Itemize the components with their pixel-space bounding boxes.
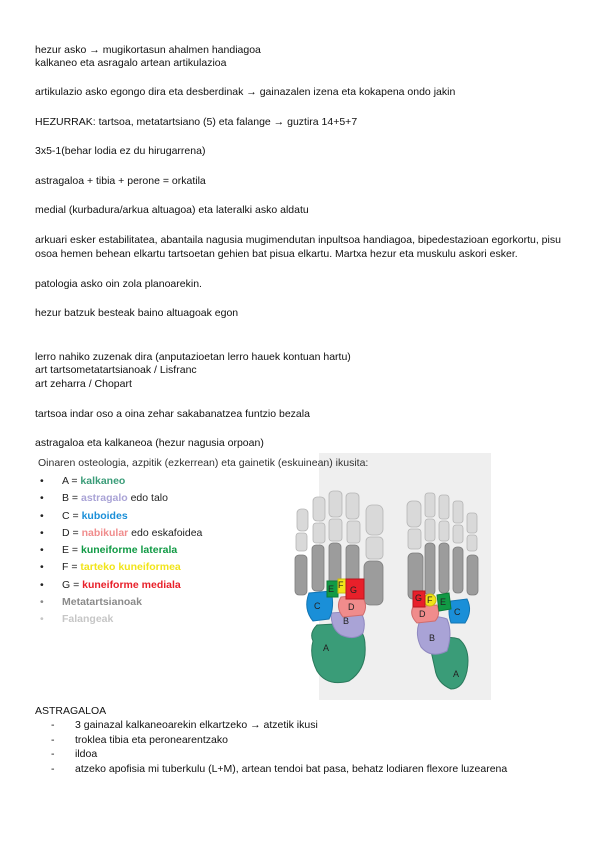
legend-item — [40, 490, 202, 507]
bullet-icon: • — [40, 509, 44, 522]
legend-item — [40, 542, 202, 559]
list-item: - atzeko apofisia mi tuberkulu (L+M), artean tendoi bat pasa, behatz lodiaren flexore luzearena — [35, 762, 507, 777]
legend-item — [40, 594, 202, 611]
legend-item — [40, 508, 202, 525]
legend-prefix: C = — [62, 509, 82, 522]
legend-bone-name: astragalo — [80, 492, 128, 505]
list-item: - ildoa — [35, 747, 507, 762]
bone-legend — [40, 473, 202, 629]
right-label-a: A — [453, 669, 460, 679]
figure-title: Oinaren osteologia, azpitik (ezkerrean) eta gainetik (eskuinean) ikusita: — [38, 457, 369, 469]
bullet-icon: • — [40, 613, 44, 626]
bullet-icon: • — [40, 492, 44, 505]
list-item: - troklea tibia eta peronearentzako — [35, 733, 507, 748]
note-line-9: patologia asko oin zola planoarekin. — [35, 278, 202, 290]
legend-item — [40, 473, 202, 490]
note-line-6: astragaloa + tibia + perone = orkatila — [35, 175, 206, 187]
bullet-icon: • — [40, 526, 44, 539]
right-label-f: F — [427, 595, 433, 605]
legend-prefix: F = — [62, 561, 81, 574]
legend-bone-name: Metatartsianoak — [62, 596, 142, 609]
right-label-b: B — [429, 633, 436, 643]
note-line-3: artikulazio asko egongo dira eta desberdinak → gainazalen izena eta kokapena ondo jakin — [35, 86, 456, 98]
legend-item — [40, 525, 202, 542]
section-list — [35, 718, 507, 776]
phalanges-top — [407, 493, 477, 551]
bullet-icon: • — [40, 578, 44, 591]
legend-bone-name: kalkaneo — [80, 475, 126, 487]
note-line-15: astragaloa eta kalkaneoa (hezur nagusia orpoan) — [35, 437, 264, 449]
legend-prefix: E = — [62, 544, 81, 557]
legend-bone-name: nabikular — [81, 526, 129, 539]
left-label-a: A — [323, 643, 330, 653]
note-line-5: 3x5-1(behar lodia ez du hirugarrena) — [35, 145, 206, 157]
foot-bottom-view — [283, 483, 403, 693]
left-label-b: B — [343, 616, 350, 626]
legend-prefix: B = — [62, 492, 81, 505]
note-line-2: kalkaneo eta asragalo artean artikulazioa — [35, 57, 227, 69]
legend-prefix: D = — [62, 526, 82, 539]
legend-bone-name: Falangeak — [62, 613, 114, 626]
legend-bone-name: kuneiforme mediala — [82, 578, 181, 591]
note-line-7: medial (kurbadura/arkua altuagoa) eta lateralki asko aldatu — [35, 204, 309, 216]
note-line-13: art zeharra / Chopart — [35, 378, 132, 390]
legend-item — [40, 559, 202, 576]
legend-prefix: A = — [62, 475, 81, 487]
bullet-icon: • — [40, 475, 44, 487]
legend-suffix: edo eskafoidea — [128, 526, 203, 539]
legend-item — [40, 611, 202, 628]
legend-suffix: edo talo — [127, 492, 168, 505]
right-label-c: C — [454, 607, 461, 617]
left-label-e: E — [328, 584, 335, 594]
bullet-icon: • — [40, 596, 44, 609]
left-label-g: G — [350, 585, 358, 595]
list-item: - 3 gainazal kalkaneoarekin elkartzeko → atzetik ikusi — [35, 718, 507, 733]
legend-bone-name: tarteko kuneiformea — [80, 561, 181, 574]
legend-item — [40, 577, 202, 594]
note-line-14: tartsoa indar oso a oina zehar sakabanatzea funtzio bezala — [35, 408, 310, 420]
section-title: ASTRAGALOA — [35, 705, 107, 717]
bullet-icon: • — [40, 561, 44, 574]
right-label-d: D — [419, 609, 426, 619]
note-line-4: HEZURRAK: tartsoa, metatartsiano (5) eta falange → guztira 14+5+7 — [35, 116, 358, 128]
left-label-d: D — [348, 602, 355, 612]
foot-top-view — [401, 483, 491, 698]
note-paragraph-arch: arkuari esker estabilitatea, abantaila nagusia mugimendutan inpultsoa handiagoa, bipedestazioan egorkortu, pisu osoa hemen behean elkartu tartsoetan gehien bat pisua elkartu. Martxa hezur eta muskulu askori esker. — [35, 234, 561, 260]
right-label-g: G — [415, 593, 423, 603]
note-line-10: hezur batzuk besteak baino altuagoak egon — [35, 307, 239, 319]
note-line-1: hezur asko → mugikortasun ahalmen handiagoa — [35, 44, 261, 56]
note-line-11: lerro nahiko zuzenak dira (anputazioetan lerro hauek kontuan hartu) — [35, 351, 351, 363]
legend-bone-name: kuneiforme laterala — [80, 544, 178, 557]
foot-osteology-figure — [35, 453, 491, 700]
legend-prefix: G = — [62, 578, 83, 591]
right-label-e: E — [440, 597, 447, 607]
bullet-icon: • — [40, 544, 44, 557]
legend-bone-name: kuboides — [81, 509, 128, 522]
left-label-c: C — [314, 601, 321, 611]
left-label-f: F — [338, 580, 344, 590]
note-line-12: art tartsometatartsianoak / Lisfranc — [35, 364, 197, 376]
